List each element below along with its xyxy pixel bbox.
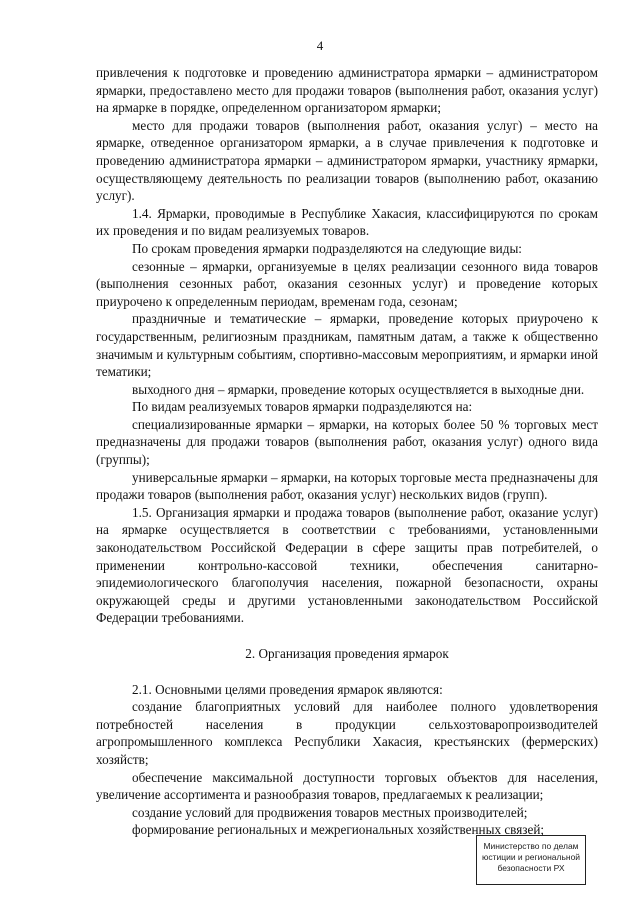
paragraph: создание условий для продвижения товаров местных производителей; bbox=[132, 804, 528, 820]
document-body bbox=[96, 64, 598, 839]
paragraph: 1.4. Ярмарки, проводимые в Республике Хакасия, классифицируются по срокам их проведения и по видам реализуемых товаров. bbox=[96, 205, 598, 239]
paragraph: обеспечение максимальной доступности торговых объектов для населения, увеличение ассортимента и разнообразия товаров, предлагаемых к реализации; bbox=[96, 769, 598, 803]
section-1-continued bbox=[96, 64, 598, 627]
section-title: 2. Организация проведения ярмарок bbox=[245, 646, 449, 661]
paragraph: привлечения к подготовке и проведению администратора ярмарки – администратором ярмарки, предоставлено место для продажи товаров (выполнения работ, оказания услуг) на ярмарке в порядке, определенном организатором ярмарки; bbox=[96, 65, 598, 116]
page-number: 4 bbox=[316, 38, 324, 53]
paragraph: формирование региональных и межрегиональных хозяйственных связей; bbox=[132, 822, 545, 838]
paragraph: место для продажи товаров (выполнения работ, оказания услуг) – место на ярмарке, отведенное организатором ярмарки, а в случае привлечения к подготовке и проведению администратора ярмарки – администратором ярмарки, участнику ярмарки, осуществляющему деятельность по реализации товаров (выполнению работ, оказанию услуг). bbox=[96, 117, 598, 204]
ministry-stamp bbox=[476, 835, 586, 885]
paragraph: 1.5. Организация ярмарки и продажа товаров (выполнение работ, оказание услуг) на ярмарке осуществляется в соответствии с требованиями, установленными законодательством Российской Федерации в сфере защиты прав потребителей, о применении контрольно-кассовой техники, обеспечения санитарно-эпидемиологического благополучия населения, пожарной безопасности, охраны окружающей среды и другими установленными законодательством Российской Федерации требованиями. bbox=[96, 504, 598, 626]
paragraph: 2.1. Основными целями проведения ярмарок являются: bbox=[132, 681, 443, 697]
paragraph: создание благоприятных условий для наиболее полного удовлетворения потребностей населения в продукции сельхозтоваропроизводителей агропромышленного комплекса Республики Хакасия, крестьянских (фермерских) хозяйств; bbox=[96, 699, 598, 767]
paragraph: сезонные – ярмарки, организуемые в целях реализации сезонного вида товаров (выполнения сезонных работ, оказания сезонных услуг) и проведение которых приурочено к определенным периодам, временам года, сезонам; bbox=[96, 258, 598, 309]
stamp-line: Министерство по делам bbox=[483, 841, 579, 851]
stamp-line: безопасности РХ bbox=[497, 863, 565, 873]
paragraph: универсальные ярмарки – ярмарки, на которых торговые места предназначены для продажи товаров (выполнения работ, оказания услуг) нескольких видов (групп). bbox=[96, 469, 598, 503]
paragraph: По видам реализуемых товаров ярмарки подразделяются на: bbox=[132, 399, 473, 415]
paragraph: По срокам проведения ярмарки подразделяются на следующие виды: bbox=[132, 240, 522, 256]
section-2-body bbox=[96, 681, 598, 839]
paragraph: выходного дня – ярмарки, проведение которых осуществляется в выходные дни. bbox=[132, 381, 585, 397]
paragraph: специализированные ярмарки – ярмарки, на которых более 50 % торговых мест предназначены для продажи товаров (выполнения работ, оказания услуг) одного вида (группы); bbox=[96, 416, 598, 468]
paragraph: праздничные и тематические – ярмарки, проведение которых приурочено к государственным, религиозным праздникам, памятным датам, а также к общественно значимым и культурным событиям, спортивно-массовым мероприятиям, и ярмарки иной тематики; bbox=[96, 311, 598, 380]
stamp-line: юстиции и региональной bbox=[481, 852, 581, 862]
